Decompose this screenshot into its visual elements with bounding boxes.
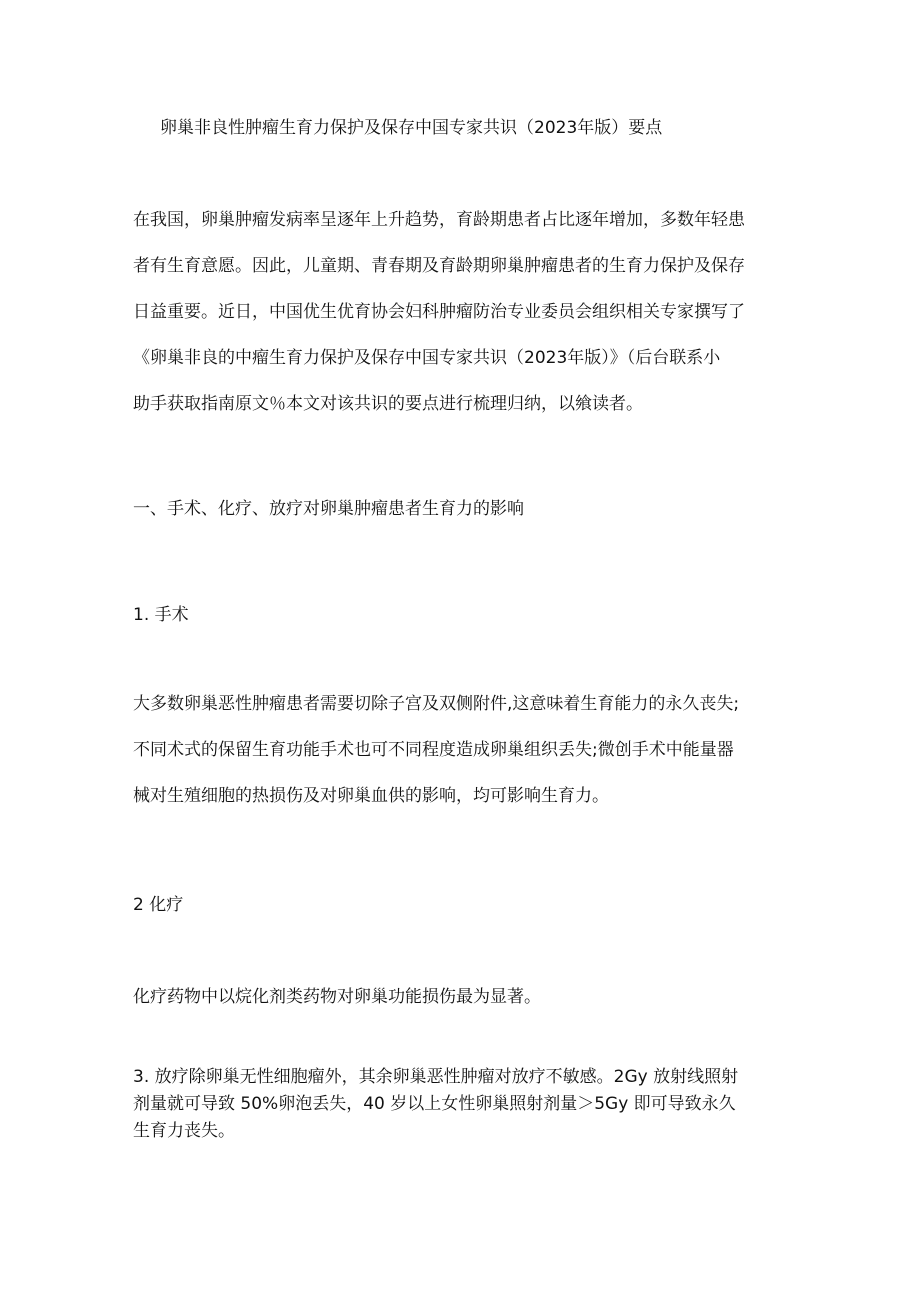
intro-line: 日益重要。近日，中国优生优育协会妇科肿瘤防治专业委员会组织相关专家撰写了 [133, 302, 745, 322]
radiotherapy-line: 剂量就可导致 50%卵泡丢失，40 岁以上女性卵巢照射剂量＞5Gy 即可导致永久 [133, 1094, 736, 1114]
intro-line: 者有生育意愿。因此，儿童期、青春期及育龄期卵巢肿瘤患者的生育力保护及保存 [133, 256, 745, 276]
radiotherapy-line: 3. 放疗除卵巢无性细胞瘤外，其余卵巢恶性肿瘤对放疗不敏感。2Gy 放射线照射 [133, 1067, 739, 1087]
surgery-line: 不同术式的保留生育功能手术也可不同程度造成卵巢组织丢失;微创手术中能量器 [133, 740, 734, 760]
intro-line: 助手获取指南原文％本文对该共识的要点进行梳理归纳，以飨读者。 [133, 394, 643, 414]
surgery-line: 械对生殖细胞的热损伤及对卵巢血供的影响，均可影响生育力。 [133, 786, 609, 806]
intro-paragraph [133, 206, 803, 436]
surgery-line: 大多数卵巢恶性肿瘤患者需要切除子宫及双侧附件,这意味着生育能力的永久丧失; [133, 694, 740, 714]
intro-line: 《卵巢非良的中瘤生育力保护及保存中国专家共识（2023年版）》（后台联系小 [133, 348, 721, 368]
surgery-paragraph [133, 690, 803, 828]
radiotherapy-paragraph [133, 1064, 803, 1145]
document-title: 卵巢非良性肿瘤生育力保护及保存中国专家共识（2023年版）要点 [160, 118, 663, 138]
section-heading: 一、手术、化疗、放疗对卵巢肿瘤患者生育力的影响 [133, 499, 524, 519]
intro-line: 在我国，卵巢肿瘤发病率呈逐年上升趋势，育龄期患者占比逐年增加，多数年轻患 [133, 210, 745, 230]
chemo-heading: 2 化疗 [133, 895, 184, 915]
chemo-paragraph: 化疗药物中以烷化剂类药物对卵巢功能损伤最为显著。 [133, 987, 541, 1007]
surgery-heading: 1. 手术 [133, 605, 189, 625]
radiotherapy-line: 生育力丧失。 [133, 1121, 235, 1141]
